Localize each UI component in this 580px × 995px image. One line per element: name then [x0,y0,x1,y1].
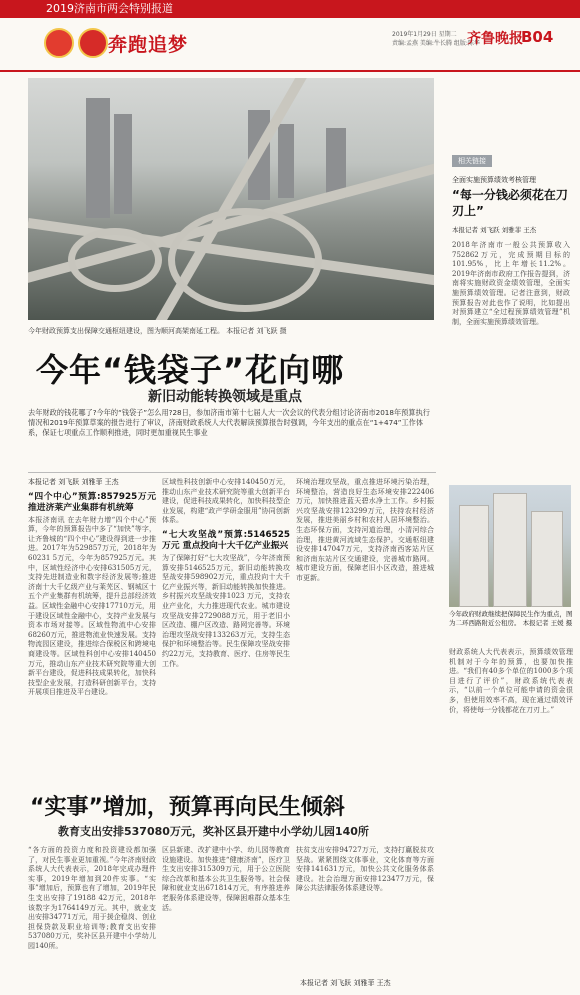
sidebar-topic: 全面实施预算绩效考核管理 [452,176,536,184]
divider [28,472,436,473]
column-2b-text: 为了保障打好“七大攻坚战”，今年济南预算安排5146525万元，新旧动能转换攻坚战安排598902万元，重点投向十大千亿产业振兴等，新旧动能转换加快推进。乡村振兴攻坚战安排1023 万元，支持农业产业化，大力推进现代农业。城市建设攻坚战安排2729088万元，用于老旧小区改造、棚户区改造、路网完善等。环境治理攻坚战安排133263万元，支持生态保护和环境整治等。民生保障攻坚战安排约22万元，支持教育、医疗、住房等民生工作。 [162,553,290,668]
page-number: B04 [521,28,554,46]
lead-paragraph: 去年财政的钱花哪了?今年的“钱袋子”怎么用?28日，参加济南市第十七届人大一次会议的代表分组讨论济南市2018年预算执行情况和2019年预算草案的报告进行了审议，济南财政系统人大代表解读预算报告时强调，今年支出的重点在“1+474”工作体系，保证七项重点工作顺利推进，同时更加重视民生事业 [28,408,430,437]
article-column-3 [296,478,434,778]
main-subhead: 新旧动能转换领域是重点 [148,389,302,405]
article-column-1 [28,478,156,778]
sidebar-photo [449,485,571,607]
column-1-text: 本报济南讯 在去年财力增“四个中心”预算，今年的预算报告中多了“加快”等字，让齐鲁城的“四个中心”建设得到进一步推进。2017年为529857万元，2018年为60231 5万元，今年为857925万元。其中，区域性经济中心安排631505万元，支持先进制造业和数字经济发展等;推进济南十大千亿级产业与莱芜区、钢城区十五个产业集群有机统筹，提升总部经济效益。区域性金融中心安排17710万元，用于建设区域性金融中心，支持产业发展与资本市场对接等。区域性物流中心安排68260万元，推进物流业快速发展。支持物流园区建设，推进综合保税区和跨境电商建设等。区域性科创中心安排140450万元，推动山东产业技术研究院等重大创新平台建设，促进科技成果转化，加快科技型企业发展，打造科研创新平台，支持开展项目推进及平台建设。 [28,515,156,697]
main-headline: 今年“钱袋子”花向哪 [36,351,345,389]
column-2-text: 区域性科技创新中心安排140450万元，推动山东产业技术研究院等重大创新平台建设，促进科技成果转化，加快科技型企业发展，构建“政产学研金服用”协同创新体系。 [162,478,290,525]
sidebar-byline: 本报记者 刘飞跃 刘雅菲 王杰 [452,226,537,234]
party-emblem-icon [78,28,108,58]
column-3-text: 环境治理攻坚战，重点推进环境污染治理，环境整治，营造良好生态环境安排222406万元，加快推进蓝天碧水净土工作。乡村振兴攻坚战安排123299万元，扶持农村经济发展，推进美丽乡村和农村人居环境整治。生态环保方面，支持河道治理，小清河综合治理，推进黄河流域生态保护。交通枢纽建设安排147047万元，支持济南西客站片区和济南东站片区交通建设，完善城市路网。城市建设方面，保障老旧小区改造，推进城市更新。 [296,478,434,582]
sidebar-photo-caption: 今年政府财政继续把保障民生作为重点，图为二环西路附近公租房。 本报记者 王媛 摄 [449,610,573,627]
photo-caption: 今年财政预算支出保障交通枢纽建设，图为顺河高架南延工程。 本报记者 刘飞跃 摄 [28,327,287,335]
article-column-6 [296,846,434,974]
column-4-text: “各方面的投资力度和投资建设都加强了，对民生事业更加重视。”今年济南财政系统人大代表表示，2018年完成办理件实事，2019年增加到20件实事。“实事”增加后，预算也有了增加，2019年民生支出安排了19188 42万元，2018年该数字为1764149万元。其中，就业支出安排34771万元，用于援企稳岗、创业担保贷款及职业培训等;教育支出安排537080万元，奖补区县开建中小学幼儿园140所。 [28,846,156,950]
sidebar-body-2: 财政系统人大代表表示，预算绩效管理机制对于今年的预算，也要加快推进。“我们有40多个单位的1000多个项目进行了评价”，财政系统代表表示，“以前一个单位可能申请的资金很多，但使用效率不高，现在通过绩效评价，将使每一分钱都花在刀刃上。” [449,648,573,714]
second-headline: “实事”增加，预算再向民生倾斜 [30,795,345,820]
masthead [0,18,580,72]
paper-name: 齐鲁晚报 [467,31,523,47]
second-subhead: 教育支出安排537080万元，奖补区县开建中小学幼儿园140所 [58,825,369,838]
footer-byline: 本报记者 刘飞跃 刘雅菲 王杰 [300,979,391,987]
main-photo [28,78,434,320]
section-title-four-centers: “四个中心”预算:857925万元 推进济莱产业集群有机统筹 [28,491,156,513]
sidebar-headline: “每一分钱必须花在刀刃上” [452,188,568,218]
section-title-seven-battles: “七大攻坚战”预算:5146525万元 重点投向十大千亿产业振兴 [162,529,290,551]
national-emblem-icon [44,28,74,58]
byline: 本报记者 刘飞跃 刘雅菲 王杰 [28,478,119,486]
sidebar-related [444,148,572,455]
section-logo: 奔跑追梦 [108,34,189,56]
sidebar-body: 2018年济南市一般公共预算收入752862万元，完成预期目标的101.95%，比上年增长11.2%。2019年济南市政府工作报告提到，济南将实施财政资金绩效管理，全面实施预算绩效管理。记者注意到，财政预算报告对此也作了说明，比如提出对预算建立“全过程预算绩效管理”机制，全面实施预算绩效管理。 [452,241,570,326]
column-6-text: 扶贫支出安排94727万元，支持打赢脱贫攻坚战。紧紧围绕文体事业，文化体育等方面安排141631万元，加快公共文化服务体系建设。社会治理方面安排123477万元，保障公共法律服务体系建设等。 [296,846,434,893]
column-5-text: 区县新建、改扩建中小学、幼儿园等教育设施建设。加快推进“健康济南”，医疗卫生支出安排315309万元，用于公立医院综合改革和基本公共卫生服务等。社会保障和就业支出671814万元，有序推进养老服务体系建设等，保障困难群众基本生活。 [162,846,290,912]
issue-meta: 2019年1月29日 星期二 责编:孟燕 美编:牛长腾 组版:陈华 [392,31,480,47]
banner-title: 2019济南市两会特别报道 [46,2,173,15]
article-column-4 [28,846,156,974]
article-column-5 [162,846,290,974]
related-tag: 相关链接 [452,155,492,167]
top-banner [0,0,580,18]
article-column-2 [162,478,290,778]
